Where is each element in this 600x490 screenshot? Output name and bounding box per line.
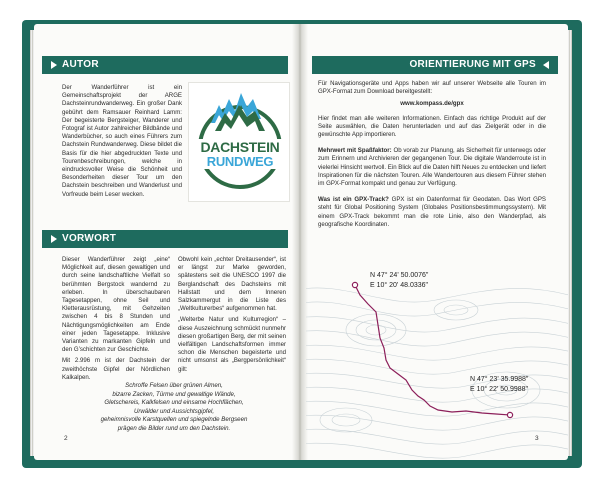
gps-paragraph-4-body: GPX ist ein Datenformat für Geodaten. Das Wort GPS steht für Global Positioning System (Globales Positionsbestimmungssystem). Mit einem GPX-Track bekommt man die rote Linie, also den Wanderpfad, als geografische Koordinaten. [318, 196, 546, 228]
logo-line1: DACHSTEIN [200, 139, 280, 155]
gps-url: www.kompass.de/gpx [400, 100, 464, 108]
gps-heading-band [312, 56, 558, 74]
autor-paragraph: Der Wanderführer ist ein Gemeinschaftsprojekt der ARGE Dachsteinrundwanderweg. Ein großer Dank gebührt dem Ramsauer Reinhard Lamm: Der begeisterte Bergsteiger, Wanderer und Fotograf ist Autor zahlreicher Bildbände und Wanderbücher, so auch eines Führers zum Dachstein Rundwanderweg. Diese bildet die Basis für die hier abgedruckten Texte und Tourenbeschreibungen, welche in eindrucksvoller Weise die Schönheit und Besonderheiten dieser Tour um den Dachstein beschreiben und Wanderlust und Vorfreude beim Leser wecken. [62, 84, 182, 198]
autor-text [62, 84, 182, 202]
vorwort-col1-paragraph-2: Mit 2.996 m ist der Dachstein der zweithöchste Gipfel der Nördlichen Kalkalpen. [62, 357, 170, 381]
page-number-right: 3 [535, 435, 539, 442]
gps-heading: ORIENTIERUNG MIT GPS [409, 59, 536, 70]
heading-triangle-icon [51, 235, 57, 243]
autor-heading-band [42, 56, 288, 74]
gps-paragraph-4-lead: Was ist ein GPX-Track? [318, 196, 389, 204]
gps-paragraph-1: Für Navigationsgeräte und Apps haben wir auf unserer Webseite alle Touren im GPX-Format zum Download bereitgestellt: [318, 80, 546, 96]
start-longitude: E 10° 20' 48.0336" [370, 282, 428, 289]
gps-paragraph-3-body: Ob vorab zur Planung, als Sicherheit für unterwegs oder zum Erinnern und Archivieren der gegangenen Tour. Die digitale Wanderroute ist in vielerlei Hinsicht wertvoll. Ein Blick auf die Daten hilft Neues zu entdecken und liefert Inspirationen für die nächsten Touren. Alle Wandertouren aus diesem Führer stehen im GPX-Format kompakt und genau zur Verfügung. [318, 147, 546, 188]
track-start-marker-icon [352, 282, 357, 287]
start-latitude: N 47° 24' 50.0076" [370, 272, 429, 279]
vorwort-column-2 [178, 256, 286, 377]
vorwort-col2-paragraph-1: Obwohl kein „echter Dreitausender“, ist er längst zur Marke geworden, spätestens seit die UNESCO 1997 die Berglandschaft des Dachsteins mit Hallstatt und dem Inneren Salzkammergut in die Liste des „Weltkulturerbes“ aufgenommen hat. [178, 256, 286, 313]
heading-triangle-icon [51, 61, 57, 69]
vorwort-heading: VORWORT [62, 233, 117, 244]
gps-paragraph-3 [318, 147, 546, 188]
end-latitude: N 47° 23' 35.9988" [470, 376, 529, 383]
contour-lines [306, 270, 568, 460]
vorwort-col2-paragraph-2: „Welterbe Natur und Kulturregion“ – diese Auszeichnung schmückt nunmehr diesen großartigen Berg, der mit seinen vielfältigen Landschaftsformen immer schon die Menschen begeisterte und nicht umsonst als „Bergpersönlichkeit“ gilt: [178, 316, 286, 373]
topographic-map [306, 270, 568, 460]
track-end-marker-icon [507, 412, 512, 417]
gps-paragraph-4 [318, 196, 546, 229]
gps-text [318, 80, 546, 232]
poem-line: geheimnisvolle Karstquellen und spiegelnde Bergseen [100, 416, 248, 424]
page-number-left: 2 [64, 435, 68, 442]
poem [62, 382, 286, 434]
vorwort-heading-band [42, 230, 288, 248]
gps-paragraph-2: Hier findet man alle weiteren Informationen. Einfach das richtige Produkt auf der Seite auswählen, die Daten herunterladen und auf das Zielgerät oder in die gewünschte App importieren. [318, 114, 546, 139]
poem-line: bizarre Zacken, Türme und gewaltige Wände, [112, 390, 236, 398]
dachstein-rundweg-logo [188, 82, 290, 202]
logo-line2: RUNDWEG [206, 154, 274, 169]
vorwort-col1-paragraph-1: Dieser Wanderführer zeigt „eine“ Möglichkeit auf, diesen gewaltigen und durch seine landschaftliche Vielfalt so berühmten Bergstock wandernd zu erleben. In überschaubaren Tagesetappen, ohne Seil und Kletterausrüstung, mit Gehzeiten zwischen 4 bis 8 Stunden und Nächtigungsmöglichkeiten am Ende einer jeden Tagesetappe. Inklusive Varianten zu markanten Gipfeln und den G’schichten zur Geschichte. [62, 256, 170, 354]
autor-heading: AUTOR [62, 59, 99, 70]
heading-triangle-icon [543, 61, 549, 69]
poem-line: Urwälder und Aussichtsgipfel, [133, 407, 215, 415]
vorwort-column-1 [62, 256, 170, 385]
poem-line: Gletschereis, Kalkfelsen und einsame Hochflächen, [104, 399, 244, 407]
end-longitude: E 10° 22' 50.9988" [470, 386, 528, 393]
gps-paragraph-3-lead: Mehrwert mit Spaßfaktor: [318, 147, 392, 155]
poem-line: prägen die Bilder rund um den Dachstein. [117, 424, 231, 432]
poem-line: Schroffe Felsen über grünen Almen, [125, 382, 223, 389]
